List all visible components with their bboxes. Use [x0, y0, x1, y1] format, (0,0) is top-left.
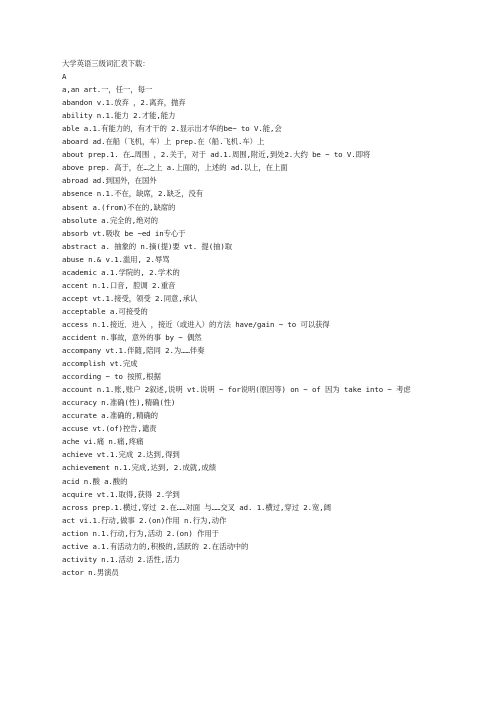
entry: abroad ad.到国外，在国外 [62, 176, 157, 186]
entry: accurate a.准确的,精确的 [62, 411, 158, 421]
entry: able a.1.有能力的，有才干的 2.显示出才华的be~ to V.能,会 [62, 124, 282, 134]
entry: accomplish vt.完成 [62, 359, 138, 369]
entry: accent n.1.口音, 腔调 2.重音 [62, 280, 176, 290]
entry: abstract a. 抽象的 n.摘(提)要 vt. 提(抽)取 [62, 241, 233, 251]
entry: account n.1.账,账户 2叙述,说明 vt.说明 ~ for说明(原因等) on ~ of 因为 take into ~ 考虑 [62, 385, 411, 395]
entry: across prep.1.横过,穿过 2.在……对面 与……交叉 ad. 1.横过,穿过 2.宽,阔 [62, 502, 331, 512]
entry: action n.1.行动,行为,活动 2.(on) 作用于 [62, 528, 219, 538]
entry: achievement n.1.完成,达到, 2.成就,成绩 [62, 463, 217, 473]
entry: act vi.1.行动,做事 2.(on)作用 n.行为,动作 [62, 515, 227, 525]
entry: a,an art.一，任一，每一 [62, 85, 153, 95]
entry: activity n.1.活动 2.活性,活力 [62, 554, 180, 564]
entry: ability n.1.能力 2.才能,能力 [62, 111, 176, 121]
entry: about prep.1. 在…周围 ，2.关于，对于 ad.1.周围,附近,到处2.大约 be ~ to V.即将 [62, 150, 371, 160]
entry: accuse vt.(of)控告,谴责 [62, 424, 157, 434]
entry: acid n.酸 a.酸的 [62, 476, 128, 486]
entry: accident n.事故，意外的事 by ~ 偶然 [62, 332, 202, 342]
entry: abuse n.& v.1.滥用, 2.辱骂 [62, 254, 170, 264]
entry: accept vt.1.接受，领受 2.同意,承认 [62, 293, 198, 303]
entry: achieve vt.1.完成 2.达到,得到 [62, 450, 180, 460]
entry: active a.1.有活动力的,积极的,活跃的 2.在活动中的 [62, 541, 249, 551]
entry: access n.1.接近．进入 ，接近（或进入）的方法 have/gain ~ to 可以获得 [62, 319, 330, 329]
entry: above prep. 高于，在…之上 a.上面的，上述的 ad.以上，在上面 [62, 163, 288, 173]
document-body [62, 57, 434, 579]
entry: actor n.男演员 [62, 567, 119, 577]
entry: ache vi.痛 n.痛,疼痛 [62, 437, 144, 447]
section-letter: A [62, 72, 67, 82]
entry: absolute a.完全的,绝对的 [62, 215, 158, 225]
entry: aboard ad.在船（飞机，车）上 prep.在（船.飞机.车）上 [62, 137, 265, 147]
entry: abandon v.1.放弃 ，2.离弃，抛弃 [62, 98, 186, 108]
document-title: 大学英语三级词汇表下载： [62, 59, 150, 68]
entry: absent a.(from)不在的,缺席的 [62, 202, 176, 212]
entry: absorb vt.吸收 be ~ed in专心于 [62, 228, 186, 238]
entry: academic a.1.学院的, 2.学术的 [62, 267, 180, 277]
entry: acceptable a.可接受的 [62, 306, 148, 316]
entry: accuracy n.准确(性),精确(性) [62, 398, 176, 408]
entry: according ~ to 按照,根据 [62, 372, 161, 382]
entry: absence n.1.不在，缺席，2.缺乏，没有 [62, 189, 204, 199]
entry: acquire vt.1.取得,获得 2.学到 [62, 489, 180, 499]
entry: accompany vt.1.伴随,陪同 2.为……伴奏 [62, 346, 205, 356]
